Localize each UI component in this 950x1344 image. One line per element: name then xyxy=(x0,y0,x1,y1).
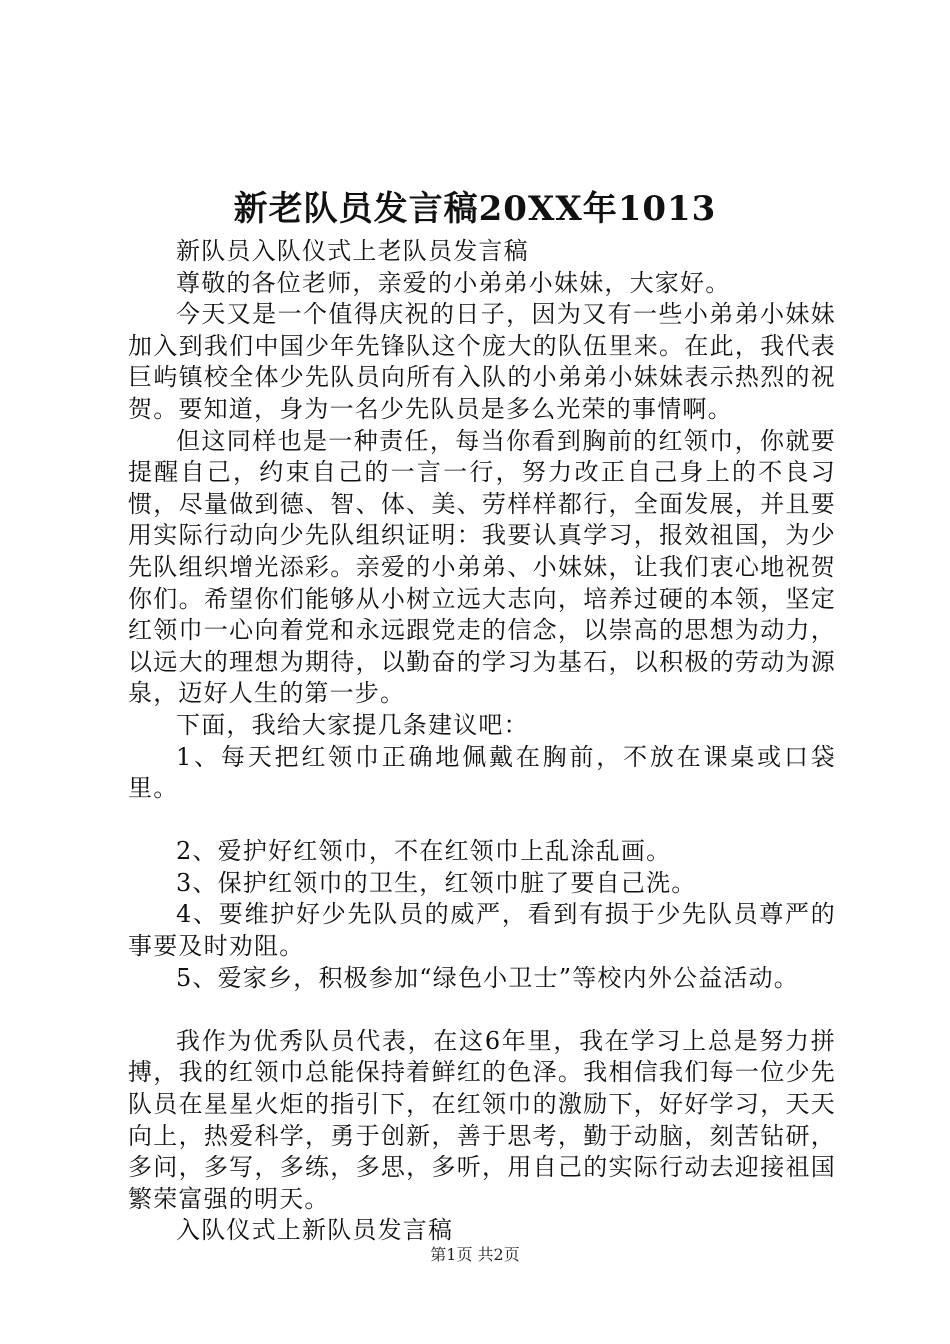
paragraph-greeting: 尊敬的各位老师，亲爱的小弟弟小妹妹，大家好。 xyxy=(176,268,731,297)
document-body xyxy=(128,236,836,1247)
document-title: 新老队员发言稿20XX年1013 xyxy=(233,189,717,229)
paragraph-subtitle: 新队员入队仪式上老队员发言稿 xyxy=(176,237,529,265)
suggestion-item-1: 1、每天把红领巾正确地佩戴在胸前，不放在课桌或口袋里。 xyxy=(128,742,836,803)
suggestion-item-4: 4、要维护好少先队员的威严，看到有损于少先队员尊严的事要及时劝阻。 xyxy=(128,900,836,961)
paragraph-intro: 今天又是一个值得庆祝的日子，因为又有一些小弟弟小妹妹加入到我们中国少年先锋队这个庞大的队伍里来。在此，我代表巨屿镇校全体少先队员向所有入队的小弟弟小妹妹表示热烈的祝贺。要知道，身为一名少先队员是多么光荣的事情啊。 xyxy=(128,300,836,423)
suggestion-item-3: 3、保护红领巾的卫生，红领巾脏了要自己洗。 xyxy=(176,868,697,897)
paragraph-next-section: 入队仪式上新队员发言稿 xyxy=(176,1216,454,1245)
suggestion-item-2: 2、爱护好红领巾，不在红领巾上乱涂乱画。 xyxy=(176,837,672,866)
page-indicator: 第1页 共2页 xyxy=(430,1245,520,1264)
paragraph-suggestions-lead: 下面，我给大家提几条建议吧： xyxy=(176,710,529,739)
paragraph-conclusion: 我作为优秀队员代表，在这6年里，我在学习上总是努力拼搏，我的红领巾总能保持着鲜红的色泽。我相信我们每一位少先队员在星星火炬的指引下，在红领巾的激励下，好好学习，天天向上，热爱科学，勇于创新，善于思考，勤于动脑，刻苦钻研，多问，多写，多练，多思，多听，用自己的实际行动去迎接祖国繁荣富强的明天。 xyxy=(128,1026,836,1213)
suggestion-item-5: 5、爱家乡，积极参加“绿色小卫士”等校内外公益活动。 xyxy=(176,963,800,992)
paragraph-responsibility: 但这同样也是一种责任，每当你看到胸前的红领巾，你就要提醒自己，约束自己的一言一行，努力改正自己身上的不良习惯，尽量做到德、智、体、美、劳样样都行，全面发展，并且要用实际行动向少先队组织证明：我要认真学习，报效祖国，为少先队组织增光添彩。亲爱的小弟弟、小妹妹，让我们衷心地祝贺你们。希望你们能够从小树立远大志向，培养过硬的本领，坚定红领巾一心向着党和永远跟党走的信念，以崇高的思想为动力，以远大的理想为期待，以勤奋的学习为基石，以积极的劳动为源泉，迈好人生的第一步。 xyxy=(128,426,836,708)
